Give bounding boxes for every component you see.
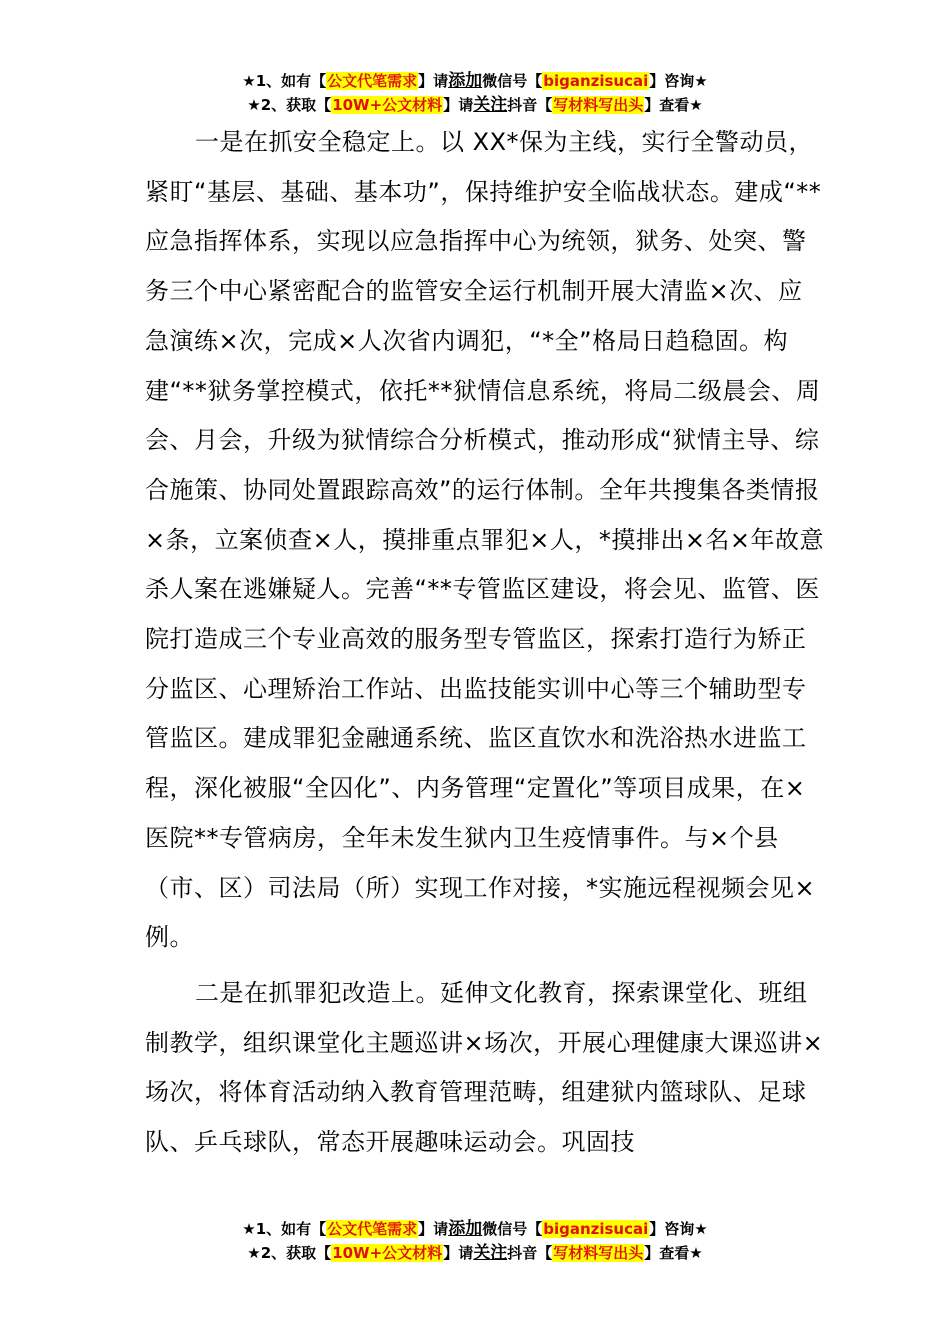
banner-highlight: 10W+公文材料	[332, 1244, 443, 1262]
banner-text: ★1、如有【	[242, 72, 327, 90]
banner-text: 】查看★	[644, 96, 703, 114]
banner-text: 】咨询★	[649, 72, 708, 90]
banner-text: ★2、获取【	[247, 1244, 332, 1262]
banner-text: ★2、获取【	[247, 96, 332, 114]
banner-line-2	[0, 1242, 950, 1266]
banner-highlight: 公文代笔需求	[327, 1220, 418, 1238]
banner-text: ★1、如有【	[242, 1220, 327, 1238]
banner-underlined: 关注	[473, 95, 508, 115]
banner-underlined: 添加	[448, 71, 483, 91]
banner-line-1	[0, 70, 950, 94]
banner-underlined: 添加	[448, 1219, 483, 1239]
paragraph: 二是在抓罪犯改造上。延伸文化教育，探索课堂化、班组制教学，组织课堂化主题巡讲×场次，开展心理健康大课巡讲×场次，将体育活动纳入教育管理范畴，组建狱内篮球队、足球队、乒乓球队，常态开展趣味运动会。巩固技	[145, 978, 824, 1157]
header-banner	[0, 70, 950, 118]
banner-text: 微信号【	[482, 1220, 543, 1238]
banner-text: 】请	[443, 1244, 474, 1262]
banner-text: 抖音【	[507, 1244, 553, 1262]
banner-text: 】请	[418, 72, 449, 90]
paragraph: 一是在抓安全稳定上。以 XX*保为主线，实行全警动员，紧盯“基层、基础、基本功”，保持维护安全临战状态。建成“**应急指挥体系，实现以应急指挥中心为统领，狱务、处突、警务三个中心紧密配合的监管安全运行机制开展大清监×次、应急演练×次，完成×人次省内调犯，“*全”格局日趋稳固。构建“**狱务掌控模式，依托**狱情信息系统，将局二级晨会、周会、月会，升级为狱情综合分析模式，推动形成“狱情主导、综合施策、协同处置跟踪高效”的运行体制。全年共搜集各类情报×条，立案侦查×人，摸排重点罪犯×人，*摸排出×名×年故意杀人案在逃嫌疑人。完善“**专管监区建设，将会见、监管、医院打造成三个专业高效的服务型专管监区，探索打造行为矫正分监区、心理矫治工作站、出监技能实训中心等三个辅助型专管监区。建成罪犯金融通系统、监区直饮水和洗浴热水进监工程，深化被服“全囚化”、内务管理“定置化”等项目成果，在×医院**专管病房，全年未发生狱内卫生疫情事件。与×个县（市、区）司法局（所）实现工作对接，*实施远程视频会见×例。	[145, 128, 825, 952]
banner-line-1	[0, 1218, 950, 1242]
footer-banner	[0, 1218, 950, 1266]
banner-highlight: biganzisucai	[543, 72, 649, 90]
banner-text: 抖音【	[507, 96, 553, 114]
banner-highlight: 写材料写出头	[553, 1244, 644, 1262]
banner-line-2	[0, 94, 950, 118]
banner-text: 】查看★	[644, 1244, 703, 1262]
banner-text: 】咨询★	[649, 1220, 708, 1238]
document-body	[145, 118, 825, 1174]
banner-highlight: 公文代笔需求	[327, 72, 418, 90]
banner-text: 】请	[418, 1220, 449, 1238]
banner-highlight: 写材料写出头	[553, 96, 644, 114]
banner-underlined: 关注	[473, 1243, 508, 1263]
banner-text: 】请	[443, 96, 474, 114]
banner-highlight: biganzisucai	[543, 1220, 649, 1238]
banner-text: 微信号【	[482, 72, 543, 90]
banner-highlight: 10W+公文材料	[332, 96, 443, 114]
